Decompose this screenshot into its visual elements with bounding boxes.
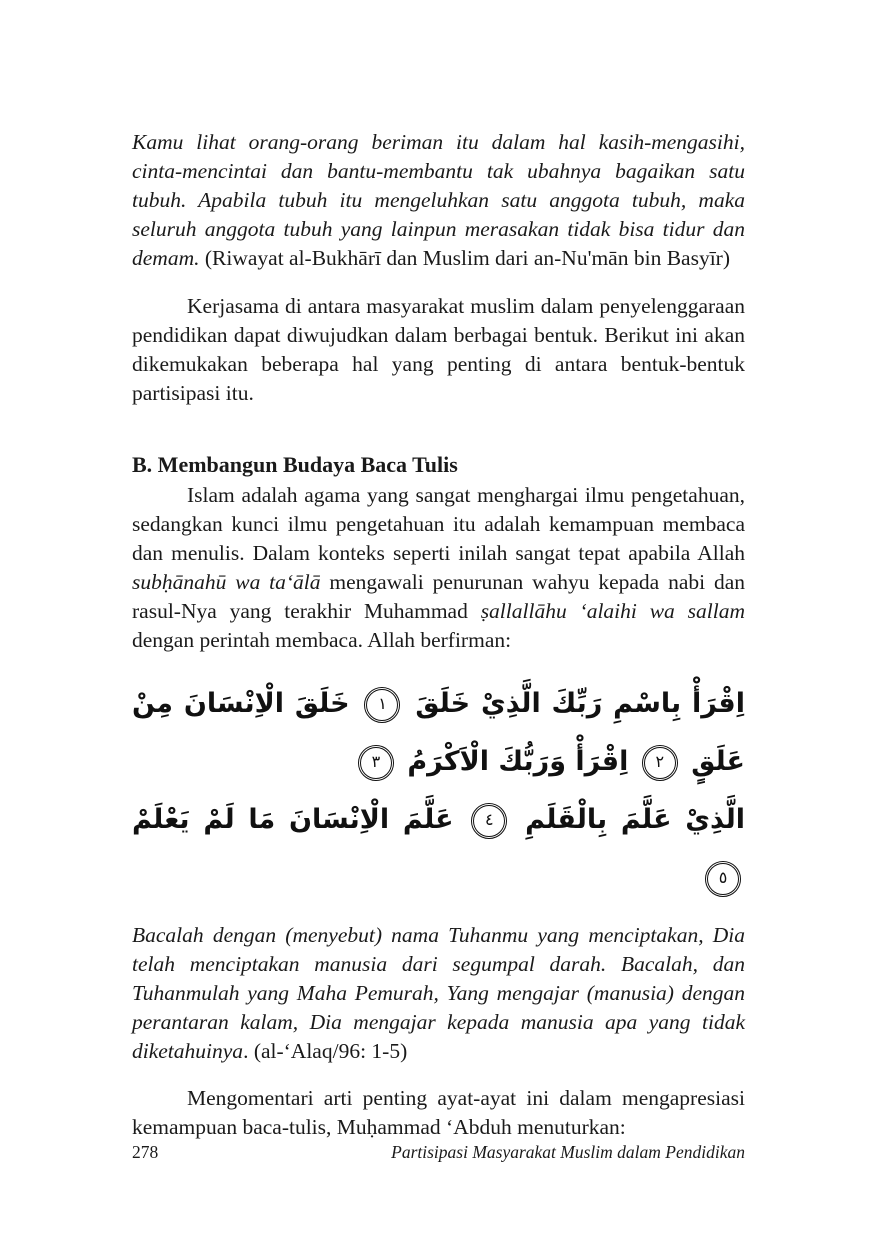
ayah-number-marker: ٣ <box>358 745 394 781</box>
paragraph-cooperation: Kerjasama di antara masyarakat muslim dalam penyelenggaraan pendidikan dapat diwujudkan dalam berbagai bentuk. Berikut ini akan dikemukakan beberapa hal yang penting di antara bentuk-bentuk partisipasi itu. <box>132 294 745 405</box>
hadith-translation <box>132 128 745 273</box>
section-paragraph <box>132 481 745 655</box>
ayah-number-marker: ٤ <box>471 803 507 839</box>
verse-translation <box>132 921 745 1066</box>
section-text-2: mengawali penurunan wahyu kepada nabi dan rasul-Nya yang terakhir Muhammad <box>132 570 745 623</box>
hadith-text: Kamu lihat orang-orang beriman itu dalam hal kasih-mengasihi, cinta-mencintai dan bantu-membantu tak ubahnya bagaikan satu tubuh. Apabila tubuh itu mengeluhkan satu anggota tubuh, maka seluruh anggota tubuh yang lainpun merasakan tidak bisa tidur dan demam. <box>132 130 745 270</box>
paragraph-abduh: Mengomentari arti penting ayat-ayat ini dalam mengapresiasi kemampuan baca-tulis, Muḥammad ‘Abduh menuturkan: <box>132 1086 745 1139</box>
quran-line-1 <box>132 675 745 791</box>
ayah-number-marker: ٢ <box>642 745 678 781</box>
running-title: Partisipasi Masyarakat Muslim dalam Pendidikan <box>391 1142 745 1162</box>
honorific-prophet: ṣallallāhu ‘alaihi wa sallam <box>480 599 745 623</box>
page-body <box>132 128 745 1142</box>
translation-source: . (al-‘Alaq/96: 1-5) <box>243 1039 408 1063</box>
verse-3: اِقْرَأْ وَرَبُّكَ الْاَكْرَمُ <box>407 746 629 777</box>
quran-line-2 <box>132 791 745 907</box>
page-number: 278 <box>132 1142 159 1162</box>
honorific-allah: subḥānahū wa ta‘ālā <box>132 570 321 594</box>
section-heading: B. Membangun Budaya Baca Tulis <box>132 452 458 477</box>
section-text-3: dengan perintah membaca. Allah berfirman: <box>132 628 512 652</box>
ayah-number-marker: ٥ <box>705 861 741 897</box>
hadith-source: (Riwayat al-Bukhārī dan Muslim dari an-Nu'mān bin Basyīr) <box>199 246 730 270</box>
verse-5: عَلَّمَ الْاِنْسَانَ مَا لَمْ يَعْلَمْ <box>132 804 454 835</box>
quran-verses <box>132 675 745 907</box>
verse-4: الَّذِيْ عَلَّمَ بِالْقَلَمِ <box>525 804 745 835</box>
ayah-number-marker: ١ <box>364 687 400 723</box>
verse-1: اِقْرَأْ بِاسْمِ رَبِّكَ الَّذِيْ خَلَقَ <box>415 688 745 719</box>
translation-text: Bacalah dengan (menyebut) nama Tuhanmu yang menciptakan, Dia telah menciptakan manusia dari segumpal darah. Bacalah, dan Tuhanmulah yang Maha Pemurah, Yang mengajar (manusia) dengan perantaran kalam, Dia mengajar kepada manusia apa yang tidak diketahuinya <box>132 923 745 1063</box>
verse-2: خَلَقَ الْاِنْسَانَ مِنْ عَلَقٍ <box>132 688 745 777</box>
section-text-1: Islam adalah agama yang sangat menghargai ilmu pengetahuan, sedangkan kunci ilmu pengetahuan itu adalah kemampuan membaca dan menulis. Dalam konteks seperti inilah sangat tepat apabila Allah <box>132 483 745 565</box>
